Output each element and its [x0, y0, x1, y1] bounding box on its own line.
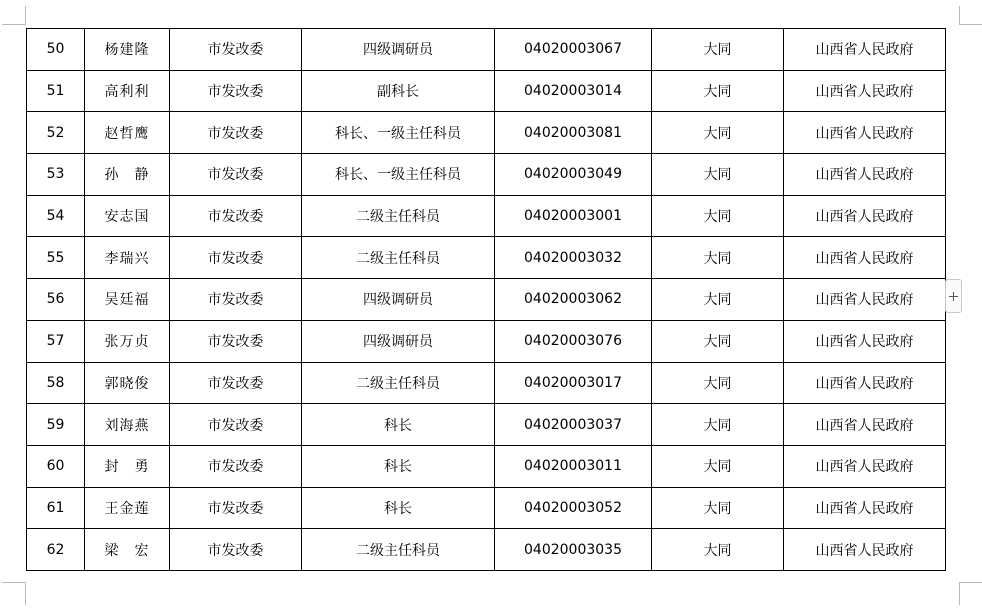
position-cell[interactable]: 科长、一级主任科员 — [302, 154, 495, 196]
table-body — [27, 29, 946, 571]
department-cell[interactable]: 市发改委 — [170, 237, 302, 279]
position-cell[interactable]: 四级调研员 — [302, 279, 495, 321]
row-number-cell[interactable]: 52 — [27, 112, 85, 154]
city-cell[interactable]: 大同 — [652, 404, 784, 446]
id-code-cell[interactable]: 04020003001 — [495, 195, 652, 237]
name-cell[interactable]: 张万贞 — [85, 320, 170, 362]
position-cell[interactable]: 四级调研员 — [302, 320, 495, 362]
organization-cell[interactable]: 山西省人民政府 — [784, 487, 946, 529]
organization-cell[interactable]: 山西省人民政府 — [784, 154, 946, 196]
department-cell[interactable]: 市发改委 — [170, 320, 302, 362]
row-number-cell[interactable]: 51 — [27, 70, 85, 112]
name-cell[interactable]: 郭晓俊 — [85, 362, 170, 404]
organization-cell[interactable]: 山西省人民政府 — [784, 320, 946, 362]
department-cell[interactable]: 市发改委 — [170, 112, 302, 154]
position-cell[interactable]: 四级调研员 — [302, 29, 495, 71]
department-cell[interactable]: 市发改委 — [170, 70, 302, 112]
row-number-cell[interactable]: 50 — [27, 29, 85, 71]
table-row — [27, 487, 946, 529]
plus-icon — [949, 292, 958, 301]
page-corner-mark-bottom-right — [959, 582, 982, 605]
city-cell[interactable]: 大同 — [652, 362, 784, 404]
id-code-cell[interactable]: 04020003032 — [495, 237, 652, 279]
name-cell[interactable]: 梁 宏 — [85, 529, 170, 571]
position-cell[interactable]: 科长、一级主任科员 — [302, 112, 495, 154]
department-cell[interactable]: 市发改委 — [170, 29, 302, 71]
city-cell[interactable]: 大同 — [652, 487, 784, 529]
name-cell[interactable]: 赵哲鹰 — [85, 112, 170, 154]
organization-cell[interactable]: 山西省人民政府 — [784, 404, 946, 446]
department-cell[interactable]: 市发改委 — [170, 487, 302, 529]
name-cell[interactable]: 李瑞兴 — [85, 237, 170, 279]
row-number-cell[interactable]: 59 — [27, 404, 85, 446]
personnel-table — [26, 28, 946, 571]
id-code-cell[interactable]: 04020003037 — [495, 404, 652, 446]
city-cell[interactable]: 大同 — [652, 279, 784, 321]
row-number-cell[interactable]: 55 — [27, 237, 85, 279]
page-corner-mark-bottom-left — [2, 582, 26, 605]
id-code-cell[interactable]: 04020003049 — [495, 154, 652, 196]
row-number-cell[interactable]: 61 — [27, 487, 85, 529]
department-cell[interactable]: 市发改委 — [170, 195, 302, 237]
id-code-cell[interactable]: 04020003011 — [495, 445, 652, 487]
table-row — [27, 29, 946, 71]
table-row — [27, 445, 946, 487]
department-cell[interactable]: 市发改委 — [170, 154, 302, 196]
name-cell[interactable]: 安志国 — [85, 195, 170, 237]
add-row-button[interactable] — [945, 279, 962, 313]
id-code-cell[interactable]: 04020003052 — [495, 487, 652, 529]
row-number-cell[interactable]: 58 — [27, 362, 85, 404]
department-cell[interactable]: 市发改委 — [170, 445, 302, 487]
table-row — [27, 154, 946, 196]
table-row — [27, 529, 946, 571]
organization-cell[interactable]: 山西省人民政府 — [784, 112, 946, 154]
organization-cell[interactable]: 山西省人民政府 — [784, 279, 946, 321]
id-code-cell[interactable]: 04020003067 — [495, 29, 652, 71]
id-code-cell[interactable]: 04020003035 — [495, 529, 652, 571]
department-cell[interactable]: 市发改委 — [170, 529, 302, 571]
name-cell[interactable]: 王金莲 — [85, 487, 170, 529]
organization-cell[interactable]: 山西省人民政府 — [784, 445, 946, 487]
table-row — [27, 362, 946, 404]
table-row — [27, 320, 946, 362]
organization-cell[interactable]: 山西省人民政府 — [784, 237, 946, 279]
city-cell[interactable]: 大同 — [652, 529, 784, 571]
department-cell[interactable]: 市发改委 — [170, 279, 302, 321]
page-corner-mark-top-left — [2, 6, 26, 25]
table-row — [27, 112, 946, 154]
row-number-cell[interactable]: 54 — [27, 195, 85, 237]
position-cell[interactable]: 二级主任科员 — [302, 237, 495, 279]
position-cell[interactable]: 二级主任科员 — [302, 362, 495, 404]
department-cell[interactable]: 市发改委 — [170, 362, 302, 404]
city-cell[interactable]: 大同 — [652, 154, 784, 196]
table-row — [27, 279, 946, 321]
city-cell[interactable]: 大同 — [652, 29, 784, 71]
organization-cell[interactable]: 山西省人民政府 — [784, 195, 946, 237]
city-cell[interactable]: 大同 — [652, 237, 784, 279]
city-cell[interactable]: 大同 — [652, 112, 784, 154]
position-cell[interactable]: 科长 — [302, 487, 495, 529]
city-cell[interactable]: 大同 — [652, 70, 784, 112]
name-cell[interactable]: 杨建隆 — [85, 29, 170, 71]
name-cell[interactable]: 孙 静 — [85, 154, 170, 196]
row-number-cell[interactable]: 56 — [27, 279, 85, 321]
id-code-cell[interactable]: 04020003062 — [495, 279, 652, 321]
organization-cell[interactable]: 山西省人民政府 — [784, 529, 946, 571]
city-cell[interactable]: 大同 — [652, 195, 784, 237]
name-cell[interactable]: 吴廷福 — [85, 279, 170, 321]
page-corner-mark-top-right — [959, 6, 982, 25]
organization-cell[interactable]: 山西省人民政府 — [784, 29, 946, 71]
row-number-cell[interactable]: 57 — [27, 320, 85, 362]
id-code-cell[interactable]: 04020003081 — [495, 112, 652, 154]
position-cell[interactable]: 二级主任科员 — [302, 195, 495, 237]
table-row — [27, 404, 946, 446]
id-code-cell[interactable]: 04020003076 — [495, 320, 652, 362]
name-cell[interactable]: 高利利 — [85, 70, 170, 112]
table-row — [27, 195, 946, 237]
row-number-cell[interactable]: 60 — [27, 445, 85, 487]
row-number-cell[interactable]: 62 — [27, 529, 85, 571]
organization-cell[interactable]: 山西省人民政府 — [784, 70, 946, 112]
table-row — [27, 237, 946, 279]
row-number-cell[interactable]: 53 — [27, 154, 85, 196]
name-cell[interactable]: 封 勇 — [85, 445, 170, 487]
table-row — [27, 70, 946, 112]
position-cell[interactable]: 科长 — [302, 445, 495, 487]
name-cell[interactable]: 刘海燕 — [85, 404, 170, 446]
department-cell[interactable]: 市发改委 — [170, 404, 302, 446]
city-cell[interactable]: 大同 — [652, 320, 784, 362]
id-code-cell[interactable]: 04020003017 — [495, 362, 652, 404]
organization-cell[interactable]: 山西省人民政府 — [784, 362, 946, 404]
city-cell[interactable]: 大同 — [652, 445, 784, 487]
position-cell[interactable]: 科长 — [302, 404, 495, 446]
position-cell[interactable]: 二级主任科员 — [302, 529, 495, 571]
position-cell[interactable]: 副科长 — [302, 70, 495, 112]
id-code-cell[interactable]: 04020003014 — [495, 70, 652, 112]
